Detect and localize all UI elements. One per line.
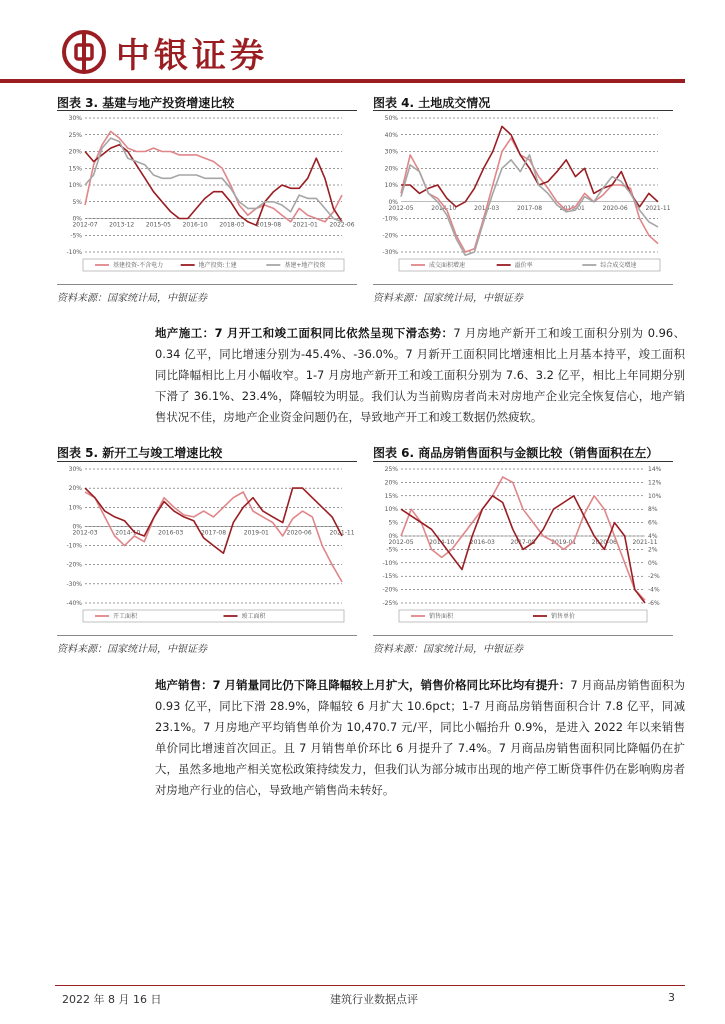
footer-rule [55,985,685,986]
x-tick-label: 2012-07 [72,221,98,229]
x-tick-label: 2012-03 [72,529,98,537]
y-tick-label: -20% [382,232,398,240]
y-tick-label: 0% [388,533,398,540]
x-tick-label: 2020-06 [602,204,628,212]
x-tick-label: 2019-01 [243,529,269,537]
legend-label: 销售单价 [551,613,576,620]
figure-3-source-rule [57,284,357,285]
y-tick-label: 20% [384,479,398,487]
figure-5-source: 资料来源：国家统计局，中银证券 [57,644,207,655]
x-tick-label: 2016-03 [158,529,184,537]
x-tick-label: 2020-06 [591,539,617,546]
paragraph-sales-lead: 地产销售：7 月销量同比仍下降且降幅较上月扩大，销售价格同比环比均有提升： [155,678,571,692]
y-tick-label: -40% [66,600,82,607]
y-tick-label-right: -4% [648,586,660,594]
y-tick-label-right: 6% [648,519,658,527]
series-line [85,492,342,582]
x-tick-label: 2016-03 [469,539,495,546]
y-tick-label: 0% [72,523,82,531]
x-tick-label: 2022-06 [329,221,355,229]
legend-label: 综合成交增速 [600,262,637,269]
legend-label: 基建投资-不含电力 [113,262,164,269]
y-tick-label: -15% [382,573,398,581]
x-tick-label: 2021-11 [645,204,671,212]
figure-3-title: 图表 3. 基建与地产投资增速比较 [57,96,235,110]
paragraph-construction [155,323,685,428]
y-tick-label: 0% [388,198,398,206]
x-tick-label: 2021-11 [329,529,355,537]
y-tick-label: 30% [68,466,82,473]
x-tick-label: 2021-01 [292,221,318,229]
x-tick-label: 2012-05 [388,539,414,546]
y-tick-label: 40% [384,131,398,139]
x-tick-label: 2017-08 [200,529,227,537]
figure-4-title: 图表 4. 土地成交情况 [373,96,491,110]
figure-4-source: 资料来源：国家统计局，中银证券 [373,293,523,304]
legend-label: 成交面积增速 [429,262,466,269]
y-tick-label: 20% [68,148,82,156]
legend-label: 竣工面积 [241,613,266,620]
x-tick-label: 2019-08 [256,221,282,229]
paragraph-construction-body: 7 月房地产新开工和竣工面积分别为 0.96、0.34 亿平，同比增速分别为-45.4%、-36.0%。7 月新开工面积同比增速相比上月基本持平，竣工面积同比降幅相比上月小幅收窄。1-7 月房地产新开工和竣工面积分别为 7.6、3.2 亿平，相比上年同期分别下滑了 36.1%、23.4%，降幅较为明显。我们认为当前购房者尚未对房地产企业完全恢复信心，地产销售状况不佳，房地产企业资金问题仍在，导致地产开工和竣工数据仍然疲软。 [155,326,685,424]
y-tick-label: 25% [384,466,398,473]
legend-label: 溢价率 [514,262,533,269]
x-tick-label: 2015-05 [145,221,171,229]
figure-6-rule [373,461,673,462]
x-tick-label: 2019-01 [551,539,577,546]
header-rule [0,79,685,83]
y-tick-label: -5% [386,546,398,554]
y-tick-label-right: -6% [648,600,660,607]
y-tick-label: 15% [68,165,82,173]
figure-5-rule [57,461,357,462]
chart-starts-vs-completions [57,463,357,631]
y-tick-label: -20% [66,561,82,569]
x-tick-label: 2014-10 [115,529,141,537]
y-tick-label: 50% [384,115,398,122]
y-tick-label-right: -2% [648,573,660,581]
figure-6-source-rule [373,635,673,636]
y-tick-label-right: 12% [648,479,662,487]
chart-sales-area-vs-price [373,463,673,631]
figure-4-rule [373,110,673,111]
y-tick-label: -20% [382,586,398,594]
x-tick-label: 2017-08 [510,539,536,546]
chart-land-transactions [373,112,673,280]
y-tick-label: 25% [68,131,82,139]
legend-label: 销售面积 [429,613,454,620]
bank-of-china-logo-icon [62,30,106,74]
y-tick-label: 5% [72,198,82,206]
series-line [85,138,342,222]
y-tick-label: -30% [382,249,398,256]
x-tick-label: 2014-10 [429,539,455,546]
y-tick-label: -10% [382,559,398,567]
x-tick-label: 2018-03 [219,221,245,229]
paragraph-sales [155,675,685,801]
y-tick-label: 20% [68,485,82,493]
x-tick-label: 2014-10 [431,204,457,212]
paragraph-sales-body: 7 月商品房销售面积为 0.93 亿平，同比下滑 28.9%，降幅较 6 月扩大 10.6pct；1-7 月商品房销售面积合计 7.8 亿平，同减 23.1%。7 月房地产平均销售单价为 10,470.7 元/平，同比小幅抬升 0.9%，是进入 2022 年以来销售单价同比增速首次回正。且 7 月销售单价环比 6 月提升了 7.4%。7 月商品房销售面积同比降幅仍在扩大，虽然多地地产相关宽松政策持续发力，但我们认为部分城市出现的地产停工断贷事件仍在影响购房者对房地产行业的信心，导致地产销售尚未转好。 [155,678,685,797]
y-tick-label-right: 14% [648,466,662,473]
x-tick-label: 2019-01 [559,204,585,212]
y-tick-label-right: 4% [648,533,658,540]
x-tick-label: 2013-12 [109,221,135,229]
figure-6-source: 资料来源：国家统计局，中银证券 [373,644,523,655]
legend-label: 开工面积 [113,613,138,620]
legend-label: 地产投资:土建 [198,262,237,269]
y-tick-label: 30% [384,148,398,156]
brand-name: 中银证券 [116,36,268,76]
x-tick-label: 2012-05 [388,204,414,212]
y-tick-label-right: 10% [648,492,662,500]
x-tick-label: 2020-06 [286,529,312,537]
paragraph-construction-lead: 地产施工：7 月开工和竣工面积同比依然呈现下滑态势： [155,326,454,340]
figure-5-title: 图表 5. 新开工与竣工增速比较 [57,446,223,460]
y-tick-label: 15% [384,492,398,500]
x-tick-label: 2017-08 [516,204,543,212]
series-line [401,126,658,206]
y-tick-label: 30% [68,115,82,122]
y-tick-label: -10% [66,542,82,550]
y-tick-label-right: 8% [648,506,658,514]
y-tick-label: 10% [384,182,398,189]
y-tick-label-right: 2% [648,546,658,554]
y-tick-label: 20% [384,165,398,173]
x-tick-label: 2016-10 [182,221,208,229]
figure-3-rule [57,110,357,111]
y-tick-label: 10% [68,504,82,512]
y-tick-label: 0% [72,215,82,223]
footer-date: 2022 年 8 月 16 日 [62,993,162,1006]
legend-label: 基建+地产投资 [284,262,326,269]
y-tick-label: -25% [382,600,398,607]
figure-5-source-rule [57,635,357,636]
series-line [85,488,342,553]
x-tick-label: 2021-11 [632,539,658,546]
y-tick-label: 5% [388,519,398,527]
x-tick-label: 2016-03 [474,204,500,212]
figure-6-title: 图表 6. 商品房销售面积与金额比较（销售面积在左） [373,446,659,460]
figure-3-source: 资料来源：国家统计局，中银证券 [57,293,207,304]
figure-4-source-rule [373,284,673,285]
y-tick-label-right: 0% [648,559,658,567]
chart-infra-vs-property-investment [57,112,357,280]
series-line [85,131,342,221]
page-number: 3 [668,991,675,1004]
y-tick-label: 10% [384,506,398,514]
y-tick-label: 10% [68,182,82,189]
y-tick-label: -5% [70,232,82,240]
footer-section: 建筑行业数据点评 [330,993,418,1006]
y-tick-label: -30% [66,580,82,588]
y-tick-label: -10% [66,249,82,256]
y-tick-label: -10% [382,215,398,223]
page-header [0,0,725,86]
